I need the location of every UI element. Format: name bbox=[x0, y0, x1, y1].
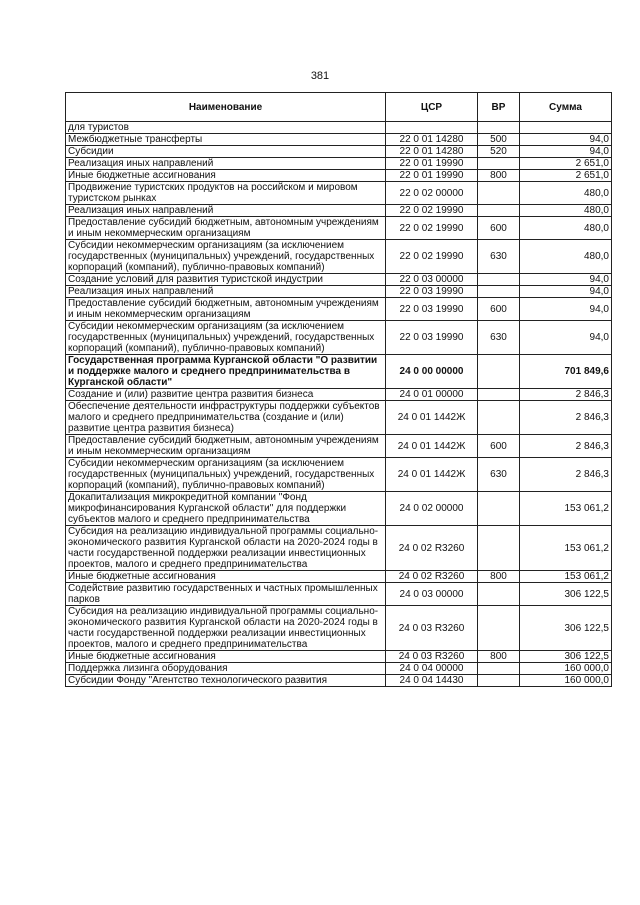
cell-name: Иные бюджетные ассигнования bbox=[66, 571, 386, 583]
cell-sum: 94,0 bbox=[520, 274, 612, 286]
cell-vr: 800 bbox=[478, 651, 520, 663]
cell-csr bbox=[386, 122, 478, 134]
cell-vr: 600 bbox=[478, 435, 520, 458]
cell-vr bbox=[478, 401, 520, 435]
cell-name: Продвижение туристских продуктов на российском и мировом туристском рынках bbox=[66, 182, 386, 205]
cell-name: Иные бюджетные ассигнования bbox=[66, 170, 386, 182]
cell-vr: 600 bbox=[478, 217, 520, 240]
table-row bbox=[66, 675, 612, 687]
cell-vr bbox=[478, 606, 520, 651]
cell-vr: 630 bbox=[478, 240, 520, 274]
cell-sum: 2 651,0 bbox=[520, 158, 612, 170]
table-row bbox=[66, 134, 612, 146]
cell-name: Государственная программа Курганской области "О развитии и поддержке малого и среднего предпринимательства в Курганской области" bbox=[66, 355, 386, 389]
cell-name: Субсидия на реализацию индивидуальной программы социально-экономического развития Курганской области на 2020-2024 годы в части государственной поддержки реализации инвестиционных проектов, малого и среднего предпринимательства bbox=[66, 526, 386, 571]
table-row bbox=[66, 321, 612, 355]
table-row bbox=[66, 606, 612, 651]
table-row bbox=[66, 389, 612, 401]
cell-sum: 2 846,3 bbox=[520, 389, 612, 401]
cell-sum: 160 000,0 bbox=[520, 675, 612, 687]
cell-name: Предоставление субсидий бюджетным, автономным учреждениям и иным некоммерческим организациям bbox=[66, 435, 386, 458]
cell-csr: 24 0 00 00000 bbox=[386, 355, 478, 389]
cell-csr: 22 0 03 00000 bbox=[386, 274, 478, 286]
cell-name: Реализация иных направлений bbox=[66, 286, 386, 298]
column-header-name: Наименование bbox=[66, 93, 386, 122]
cell-sum: 94,0 bbox=[520, 134, 612, 146]
cell-csr: 22 0 03 19990 bbox=[386, 286, 478, 298]
cell-csr: 24 0 02 00000 bbox=[386, 492, 478, 526]
cell-csr: 24 0 03 00000 bbox=[386, 583, 478, 606]
cell-name: Предоставление субсидий бюджетным, автономным учреждениям и иным некоммерческим организациям bbox=[66, 217, 386, 240]
cell-vr bbox=[478, 355, 520, 389]
cell-csr: 22 0 02 19990 bbox=[386, 217, 478, 240]
cell-name: Субсидии bbox=[66, 146, 386, 158]
cell-vr bbox=[478, 492, 520, 526]
cell-vr bbox=[478, 675, 520, 687]
cell-sum: 2 846,3 bbox=[520, 401, 612, 435]
cell-vr bbox=[478, 158, 520, 170]
cell-csr: 24 0 02 R3260 bbox=[386, 526, 478, 571]
cell-csr: 22 0 02 19990 bbox=[386, 240, 478, 274]
cell-csr: 22 0 01 14280 bbox=[386, 134, 478, 146]
cell-csr: 24 0 01 00000 bbox=[386, 389, 478, 401]
cell-name: Субсидии некоммерческим организациям (за исключением государственных (муниципальных) учреждений, государственных корпораций (компаний), публично-правовых компаний) bbox=[66, 458, 386, 492]
cell-name: Реализация иных направлений bbox=[66, 205, 386, 217]
cell-vr: 800 bbox=[478, 571, 520, 583]
cell-sum: 160 000,0 bbox=[520, 663, 612, 675]
cell-vr bbox=[478, 526, 520, 571]
page-number: 381 bbox=[310, 70, 330, 82]
cell-csr: 22 0 03 19990 bbox=[386, 298, 478, 321]
table-row bbox=[66, 651, 612, 663]
cell-name: Содействие развитию государственных и частных промышленных парков bbox=[66, 583, 386, 606]
table-row bbox=[66, 122, 612, 134]
cell-sum: 480,0 bbox=[520, 217, 612, 240]
cell-name: Создание условий для развития туристской индустрии bbox=[66, 274, 386, 286]
cell-name: Межбюджетные трансферты bbox=[66, 134, 386, 146]
table-row bbox=[66, 217, 612, 240]
cell-name: Обеспечение деятельности инфраструктуры поддержки субъектов малого и среднего предпринимательства (создание и (или) развитие центра развития бизнеса) bbox=[66, 401, 386, 435]
cell-vr: 630 bbox=[478, 321, 520, 355]
cell-vr: 630 bbox=[478, 458, 520, 492]
table-row bbox=[66, 458, 612, 492]
cell-name: для туристов bbox=[66, 122, 386, 134]
cell-vr: 600 bbox=[478, 298, 520, 321]
cell-sum: 701 849,6 bbox=[520, 355, 612, 389]
cell-sum: 480,0 bbox=[520, 182, 612, 205]
table-row bbox=[66, 158, 612, 170]
cell-sum: 306 122,5 bbox=[520, 651, 612, 663]
cell-name: Субсидия на реализацию индивидуальной программы социально-экономического развития Курганской области на 2020-2024 годы в части государственной поддержки реализации инвестиционных проектов, малого и среднего предпринимательства bbox=[66, 606, 386, 651]
cell-csr: 24 0 03 R3260 bbox=[386, 651, 478, 663]
table-row bbox=[66, 526, 612, 571]
table-row bbox=[66, 401, 612, 435]
table-row bbox=[66, 298, 612, 321]
table-row bbox=[66, 240, 612, 274]
cell-name: Реализация иных направлений bbox=[66, 158, 386, 170]
cell-csr: 24 0 04 00000 bbox=[386, 663, 478, 675]
cell-csr: 24 0 01 1442Ж bbox=[386, 458, 478, 492]
cell-csr: 24 0 01 1442Ж bbox=[386, 401, 478, 435]
cell-sum: 94,0 bbox=[520, 298, 612, 321]
cell-csr: 22 0 02 00000 bbox=[386, 182, 478, 205]
table-row bbox=[66, 182, 612, 205]
cell-name: Создание и (или) развитие центра развития бизнеса bbox=[66, 389, 386, 401]
cell-sum: 94,0 bbox=[520, 286, 612, 298]
table-row bbox=[66, 170, 612, 182]
cell-csr: 24 0 01 1442Ж bbox=[386, 435, 478, 458]
cell-sum: 480,0 bbox=[520, 240, 612, 274]
cell-sum: 94,0 bbox=[520, 321, 612, 355]
table-row bbox=[66, 571, 612, 583]
cell-sum: 480,0 bbox=[520, 205, 612, 217]
cell-sum: 306 122,5 bbox=[520, 606, 612, 651]
cell-csr: 22 0 01 19990 bbox=[386, 158, 478, 170]
table-row bbox=[66, 435, 612, 458]
cell-csr: 24 0 03 R3260 bbox=[386, 606, 478, 651]
cell-vr bbox=[478, 274, 520, 286]
cell-name: Докапитализация микрокредитной компании "Фонд микрофинансирования Курганской области" для поддержки субъектов малого и среднего предпринимательства bbox=[66, 492, 386, 526]
column-header-sum: Сумма bbox=[520, 93, 612, 122]
cell-sum: 153 061,2 bbox=[520, 571, 612, 583]
budget-table bbox=[65, 92, 612, 687]
cell-name: Иные бюджетные ассигнования bbox=[66, 651, 386, 663]
cell-csr: 22 0 01 14280 bbox=[386, 146, 478, 158]
cell-csr: 22 0 02 19990 bbox=[386, 205, 478, 217]
cell-vr: 500 bbox=[478, 134, 520, 146]
cell-vr bbox=[478, 205, 520, 217]
cell-vr bbox=[478, 389, 520, 401]
cell-vr bbox=[478, 122, 520, 134]
column-header-vr: ВР bbox=[478, 93, 520, 122]
table-row bbox=[66, 492, 612, 526]
cell-vr bbox=[478, 663, 520, 675]
cell-vr bbox=[478, 583, 520, 606]
table-header-row bbox=[66, 93, 612, 122]
cell-vr bbox=[478, 182, 520, 205]
cell-name: Поддержка лизинга оборудования bbox=[66, 663, 386, 675]
column-header-csr: ЦСР bbox=[386, 93, 478, 122]
cell-sum: 2 651,0 bbox=[520, 170, 612, 182]
table-row bbox=[66, 286, 612, 298]
cell-vr bbox=[478, 286, 520, 298]
cell-csr: 24 0 04 14430 bbox=[386, 675, 478, 687]
cell-sum: 306 122,5 bbox=[520, 583, 612, 606]
cell-name: Субсидии Фонду "Агентство технологического развития bbox=[66, 675, 386, 687]
cell-sum bbox=[520, 122, 612, 134]
cell-sum: 2 846,3 bbox=[520, 435, 612, 458]
cell-vr: 520 bbox=[478, 146, 520, 158]
cell-csr: 22 0 01 19990 bbox=[386, 170, 478, 182]
cell-sum: 153 061,2 bbox=[520, 492, 612, 526]
cell-csr: 24 0 02 R3260 bbox=[386, 571, 478, 583]
cell-name: Субсидии некоммерческим организациям (за исключением государственных (муниципальных) учреждений, государственных корпораций (компаний), публично-правовых компаний) bbox=[66, 240, 386, 274]
cell-name: Предоставление субсидий бюджетным, автономным учреждениям и иным некоммерческим организациям bbox=[66, 298, 386, 321]
cell-sum: 153 061,2 bbox=[520, 526, 612, 571]
cell-sum: 2 846,3 bbox=[520, 458, 612, 492]
table-row bbox=[66, 146, 612, 158]
table-row bbox=[66, 355, 612, 389]
table-row bbox=[66, 663, 612, 675]
cell-name: Субсидии некоммерческим организациям (за исключением государственных (муниципальных) учреждений, государственных корпораций (компаний), публично-правовых компаний) bbox=[66, 321, 386, 355]
table-row bbox=[66, 205, 612, 217]
table-row bbox=[66, 583, 612, 606]
cell-sum: 94,0 bbox=[520, 146, 612, 158]
cell-csr: 22 0 03 19990 bbox=[386, 321, 478, 355]
cell-vr: 800 bbox=[478, 170, 520, 182]
table-row bbox=[66, 274, 612, 286]
